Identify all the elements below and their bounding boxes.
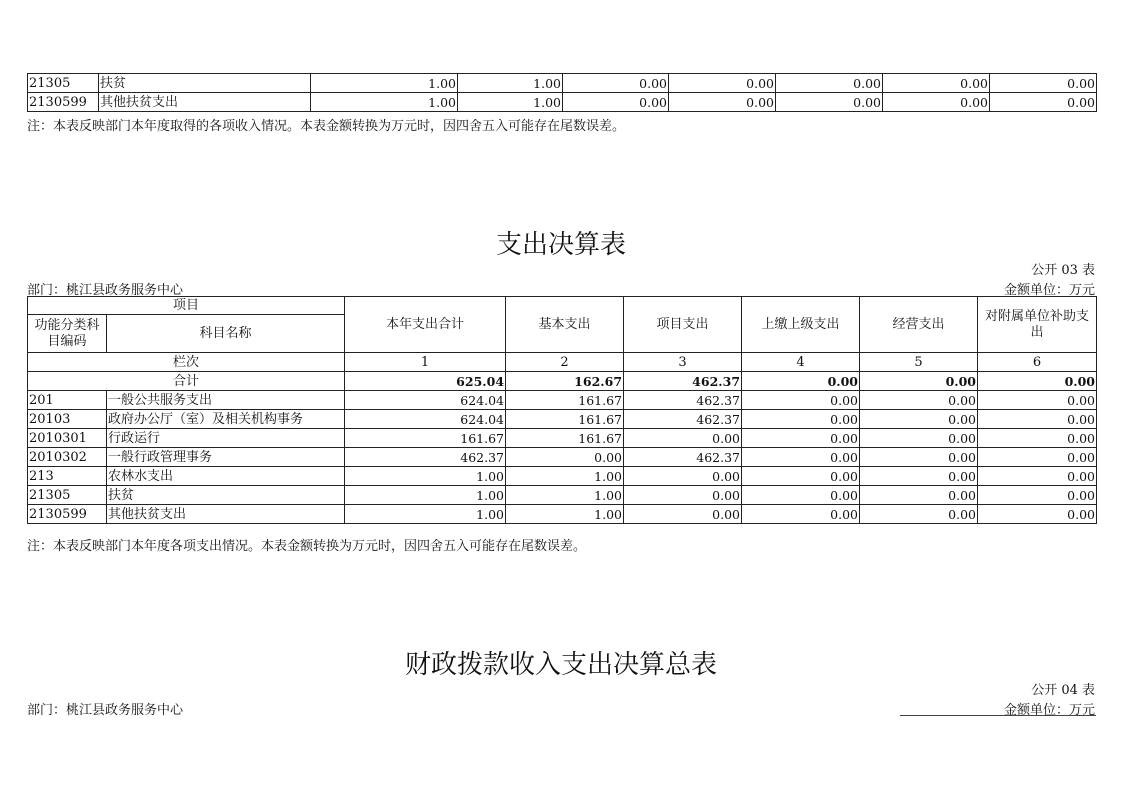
table-row — [28, 93, 1097, 112]
amount-cell: 1.00 — [345, 505, 506, 524]
total-cell: 0.00 — [978, 372, 1097, 391]
amount-cell: 0.00 — [624, 486, 742, 505]
total-cell: 0.00 — [860, 372, 978, 391]
header-col-5: 经营支出 — [860, 297, 978, 353]
amount-cell: 0.00 — [742, 486, 860, 505]
amount-cell: 0.00 — [624, 467, 742, 486]
amount-cell: 0.00 — [742, 467, 860, 486]
seq-cell: 1 — [345, 353, 506, 372]
amount-cell: 0.00 — [624, 505, 742, 524]
amount-cell: 0.00 — [742, 429, 860, 448]
amount-cell: 1.00 — [311, 93, 458, 112]
amount-cell: 0.00 — [563, 93, 669, 112]
amount-cell: 0.00 — [978, 486, 1097, 505]
table-row — [28, 429, 1097, 448]
amount-cell: 462.37 — [624, 391, 742, 410]
amount-cell: 161.67 — [345, 429, 506, 448]
amount-cell: 0.00 — [742, 410, 860, 429]
expense-note: 注：本表反映部门本年度各项支出情况。本表金额转换为万元时，因四舍五入可能存在尾数误差。 — [27, 539, 587, 554]
amount-cell: 1.00 — [311, 74, 458, 93]
header-item: 项目 — [28, 297, 345, 315]
expense-dept: 部门：桃江县政务服务中心 — [27, 283, 184, 298]
amount-cell: 161.67 — [506, 429, 624, 448]
table-row — [28, 410, 1097, 429]
header-code: 功能分类科目编码 — [28, 315, 107, 353]
amount-cell: 0.00 — [506, 448, 624, 467]
name-cell: 扶贫 — [107, 486, 345, 505]
table-row — [28, 391, 1097, 410]
total-cell: 462.37 — [624, 372, 742, 391]
income-note: 注：本表反映部门本年度取得的各项收入情况。本表金额转换为万元时，因四舍五入可能存在尾数误差。 — [27, 119, 626, 134]
amount-cell: 0.00 — [776, 74, 883, 93]
amount-cell: 0.00 — [990, 93, 1097, 112]
name-cell: 其他扶贫支出 — [99, 93, 311, 112]
name-cell: 一般公共服务支出 — [107, 391, 345, 410]
name-cell: 行政运行 — [107, 429, 345, 448]
header-col-4: 上缴上级支出 — [742, 297, 860, 353]
seq-label: 栏次 — [28, 353, 345, 372]
code-cell: 20103 — [28, 410, 107, 429]
code-cell: 2130599 — [28, 93, 99, 112]
name-cell: 扶贫 — [99, 74, 311, 93]
code-cell: 21305 — [28, 486, 107, 505]
header-name: 科目名称 — [107, 315, 345, 353]
amount-cell: 0.00 — [978, 429, 1097, 448]
total-cell: 0.00 — [742, 372, 860, 391]
amount-cell: 1.00 — [458, 74, 563, 93]
table-row — [28, 448, 1097, 467]
fiscal-unit: 金额单位：万元 — [1003, 703, 1095, 718]
header-col-6: 对附属单位补助支出 — [978, 297, 1097, 353]
amount-cell: 0.00 — [978, 391, 1097, 410]
amount-cell: 0.00 — [624, 429, 742, 448]
amount-cell: 0.00 — [669, 74, 776, 93]
amount-cell: 0.00 — [978, 410, 1097, 429]
seq-cell: 5 — [860, 353, 978, 372]
amount-cell: 0.00 — [883, 74, 990, 93]
amount-cell: 0.00 — [742, 505, 860, 524]
amount-cell: 462.37 — [624, 410, 742, 429]
code-cell: 213 — [28, 467, 107, 486]
amount-cell: 1.00 — [458, 93, 563, 112]
expense-unit: 金额单位：万元 — [1003, 283, 1095, 298]
amount-cell: 462.37 — [624, 448, 742, 467]
table-row — [28, 505, 1097, 524]
name-cell: 一般行政管理事务 — [107, 448, 345, 467]
amount-cell: 0.00 — [860, 391, 978, 410]
amount-cell: 0.00 — [860, 410, 978, 429]
fiscal-form-no: 公开 04 表 — [1031, 683, 1095, 698]
seq-cell: 2 — [506, 353, 624, 372]
seq-cell: 6 — [978, 353, 1097, 372]
fiscal-dept: 部门：桃江县政务服务中心 — [27, 703, 184, 718]
amount-cell: 161.67 — [506, 391, 624, 410]
amount-cell: 1.00 — [506, 486, 624, 505]
code-cell: 2010301 — [28, 429, 107, 448]
amount-cell: 0.00 — [978, 505, 1097, 524]
fiscal-title: 财政拨款收入支出决算总表 — [404, 650, 717, 680]
amount-cell: 1.00 — [345, 467, 506, 486]
fiscal-divider — [900, 715, 1096, 716]
amount-cell: 1.00 — [506, 467, 624, 486]
total-cell: 625.04 — [345, 372, 506, 391]
code-cell: 2130599 — [28, 505, 107, 524]
table-row — [28, 486, 1097, 505]
amount-cell: 1.00 — [345, 486, 506, 505]
amount-cell: 624.04 — [345, 391, 506, 410]
expense-title: 支出决算表 — [495, 230, 626, 260]
name-cell: 农林水支出 — [107, 467, 345, 486]
code-cell: 2010302 — [28, 448, 107, 467]
expense-form-no: 公开 03 表 — [1031, 263, 1095, 278]
amount-cell: 0.00 — [669, 93, 776, 112]
seq-cell: 4 — [742, 353, 860, 372]
amount-cell: 0.00 — [563, 74, 669, 93]
amount-cell: 1.00 — [506, 505, 624, 524]
amount-cell: 0.00 — [742, 448, 860, 467]
amount-cell: 0.00 — [776, 93, 883, 112]
amount-cell: 0.00 — [860, 505, 978, 524]
code-cell: 21305 — [28, 74, 99, 93]
income-table-continuation — [27, 73, 1097, 112]
total-label: 合计 — [28, 372, 345, 391]
seq-cell: 3 — [624, 353, 742, 372]
table-row — [28, 467, 1097, 486]
amount-cell: 0.00 — [883, 93, 990, 112]
header-col-3: 项目支出 — [624, 297, 742, 353]
code-cell: 201 — [28, 391, 107, 410]
total-cell: 162.67 — [506, 372, 624, 391]
amount-cell: 161.67 — [506, 410, 624, 429]
amount-cell: 0.00 — [978, 448, 1097, 467]
amount-cell: 0.00 — [860, 448, 978, 467]
name-cell: 其他扶贫支出 — [107, 505, 345, 524]
name-cell: 政府办公厅（室）及相关机构事务 — [107, 410, 345, 429]
table-row — [28, 74, 1097, 93]
amount-cell: 0.00 — [860, 429, 978, 448]
amount-cell: 0.00 — [742, 391, 860, 410]
header-col-1: 本年支出合计 — [345, 297, 506, 353]
amount-cell: 462.37 — [345, 448, 506, 467]
amount-cell: 0.00 — [860, 486, 978, 505]
expense-table — [27, 296, 1097, 524]
amount-cell: 624.04 — [345, 410, 506, 429]
amount-cell: 0.00 — [990, 74, 1097, 93]
amount-cell: 0.00 — [860, 467, 978, 486]
amount-cell: 0.00 — [978, 467, 1097, 486]
header-col-2: 基本支出 — [506, 297, 624, 353]
